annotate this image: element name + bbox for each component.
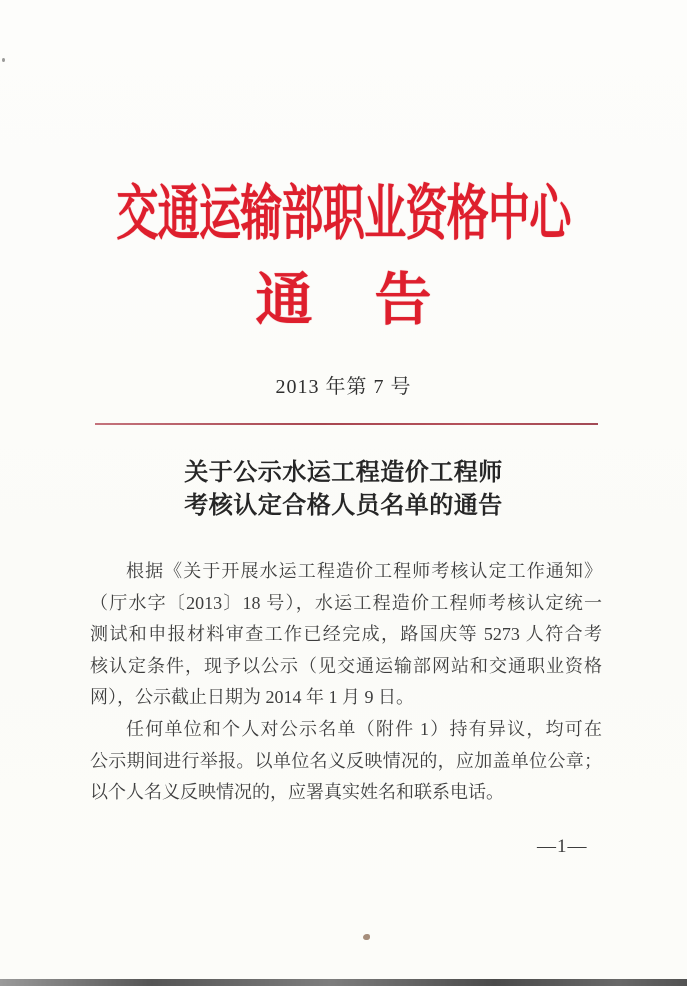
notice-title (0, 457, 687, 523)
paragraph-1-line-2: （厅水字〔2013〕18 号），水运工程造价工程师考核认定统一 (90, 592, 602, 613)
paragraph-1-line-4: 核认定条件，现予以公示（见交通运输部网站和交通职业资格 (90, 655, 602, 676)
notice-body (90, 556, 602, 809)
paragraph-2-line-2: 公示期间进行举报。以单位名义反映情况的，应加盖单位公章； (90, 750, 602, 771)
org-title (0, 166, 687, 252)
paragraph-2-line-1: 任何单位和个人对公示名单（附件 1）持有异议，均可在 (126, 718, 602, 739)
paragraph-1-line-5: 网），公示截止日期为 2014 年 1 月 9 日。 (90, 687, 414, 708)
doc-type-title (0, 254, 687, 336)
bottom-scan-edge (0, 979, 687, 986)
doc-number: 2013 年第 7 号 (275, 376, 412, 398)
paragraph-1-line-1: 根据《关于开展水运工程造价工程师考核认定工作通知》 (126, 561, 602, 581)
notice-title-line-2: 考核认定合格人员名单的通告 (184, 493, 503, 519)
scan-speck (363, 934, 370, 940)
notice-title-line-1: 关于公示水运工程造价工程师 (184, 460, 503, 486)
doc-type-char-2: 告 (374, 269, 432, 332)
red-divider-rule (95, 423, 598, 425)
org-title-text: 交通运输部职业资格中心 (116, 181, 571, 247)
doc-type-char-1: 通 (255, 269, 313, 332)
paragraph-1-line-3: 测试和申报材料审查工作已经完成，路国庆等 5273 人符合考 (90, 624, 602, 645)
scan-speck (2, 58, 5, 62)
page-number: —1— (537, 836, 588, 857)
paragraph-2-line-3: 以个人名义反映情况的，应署真实姓名和联系电话。 (90, 782, 504, 803)
